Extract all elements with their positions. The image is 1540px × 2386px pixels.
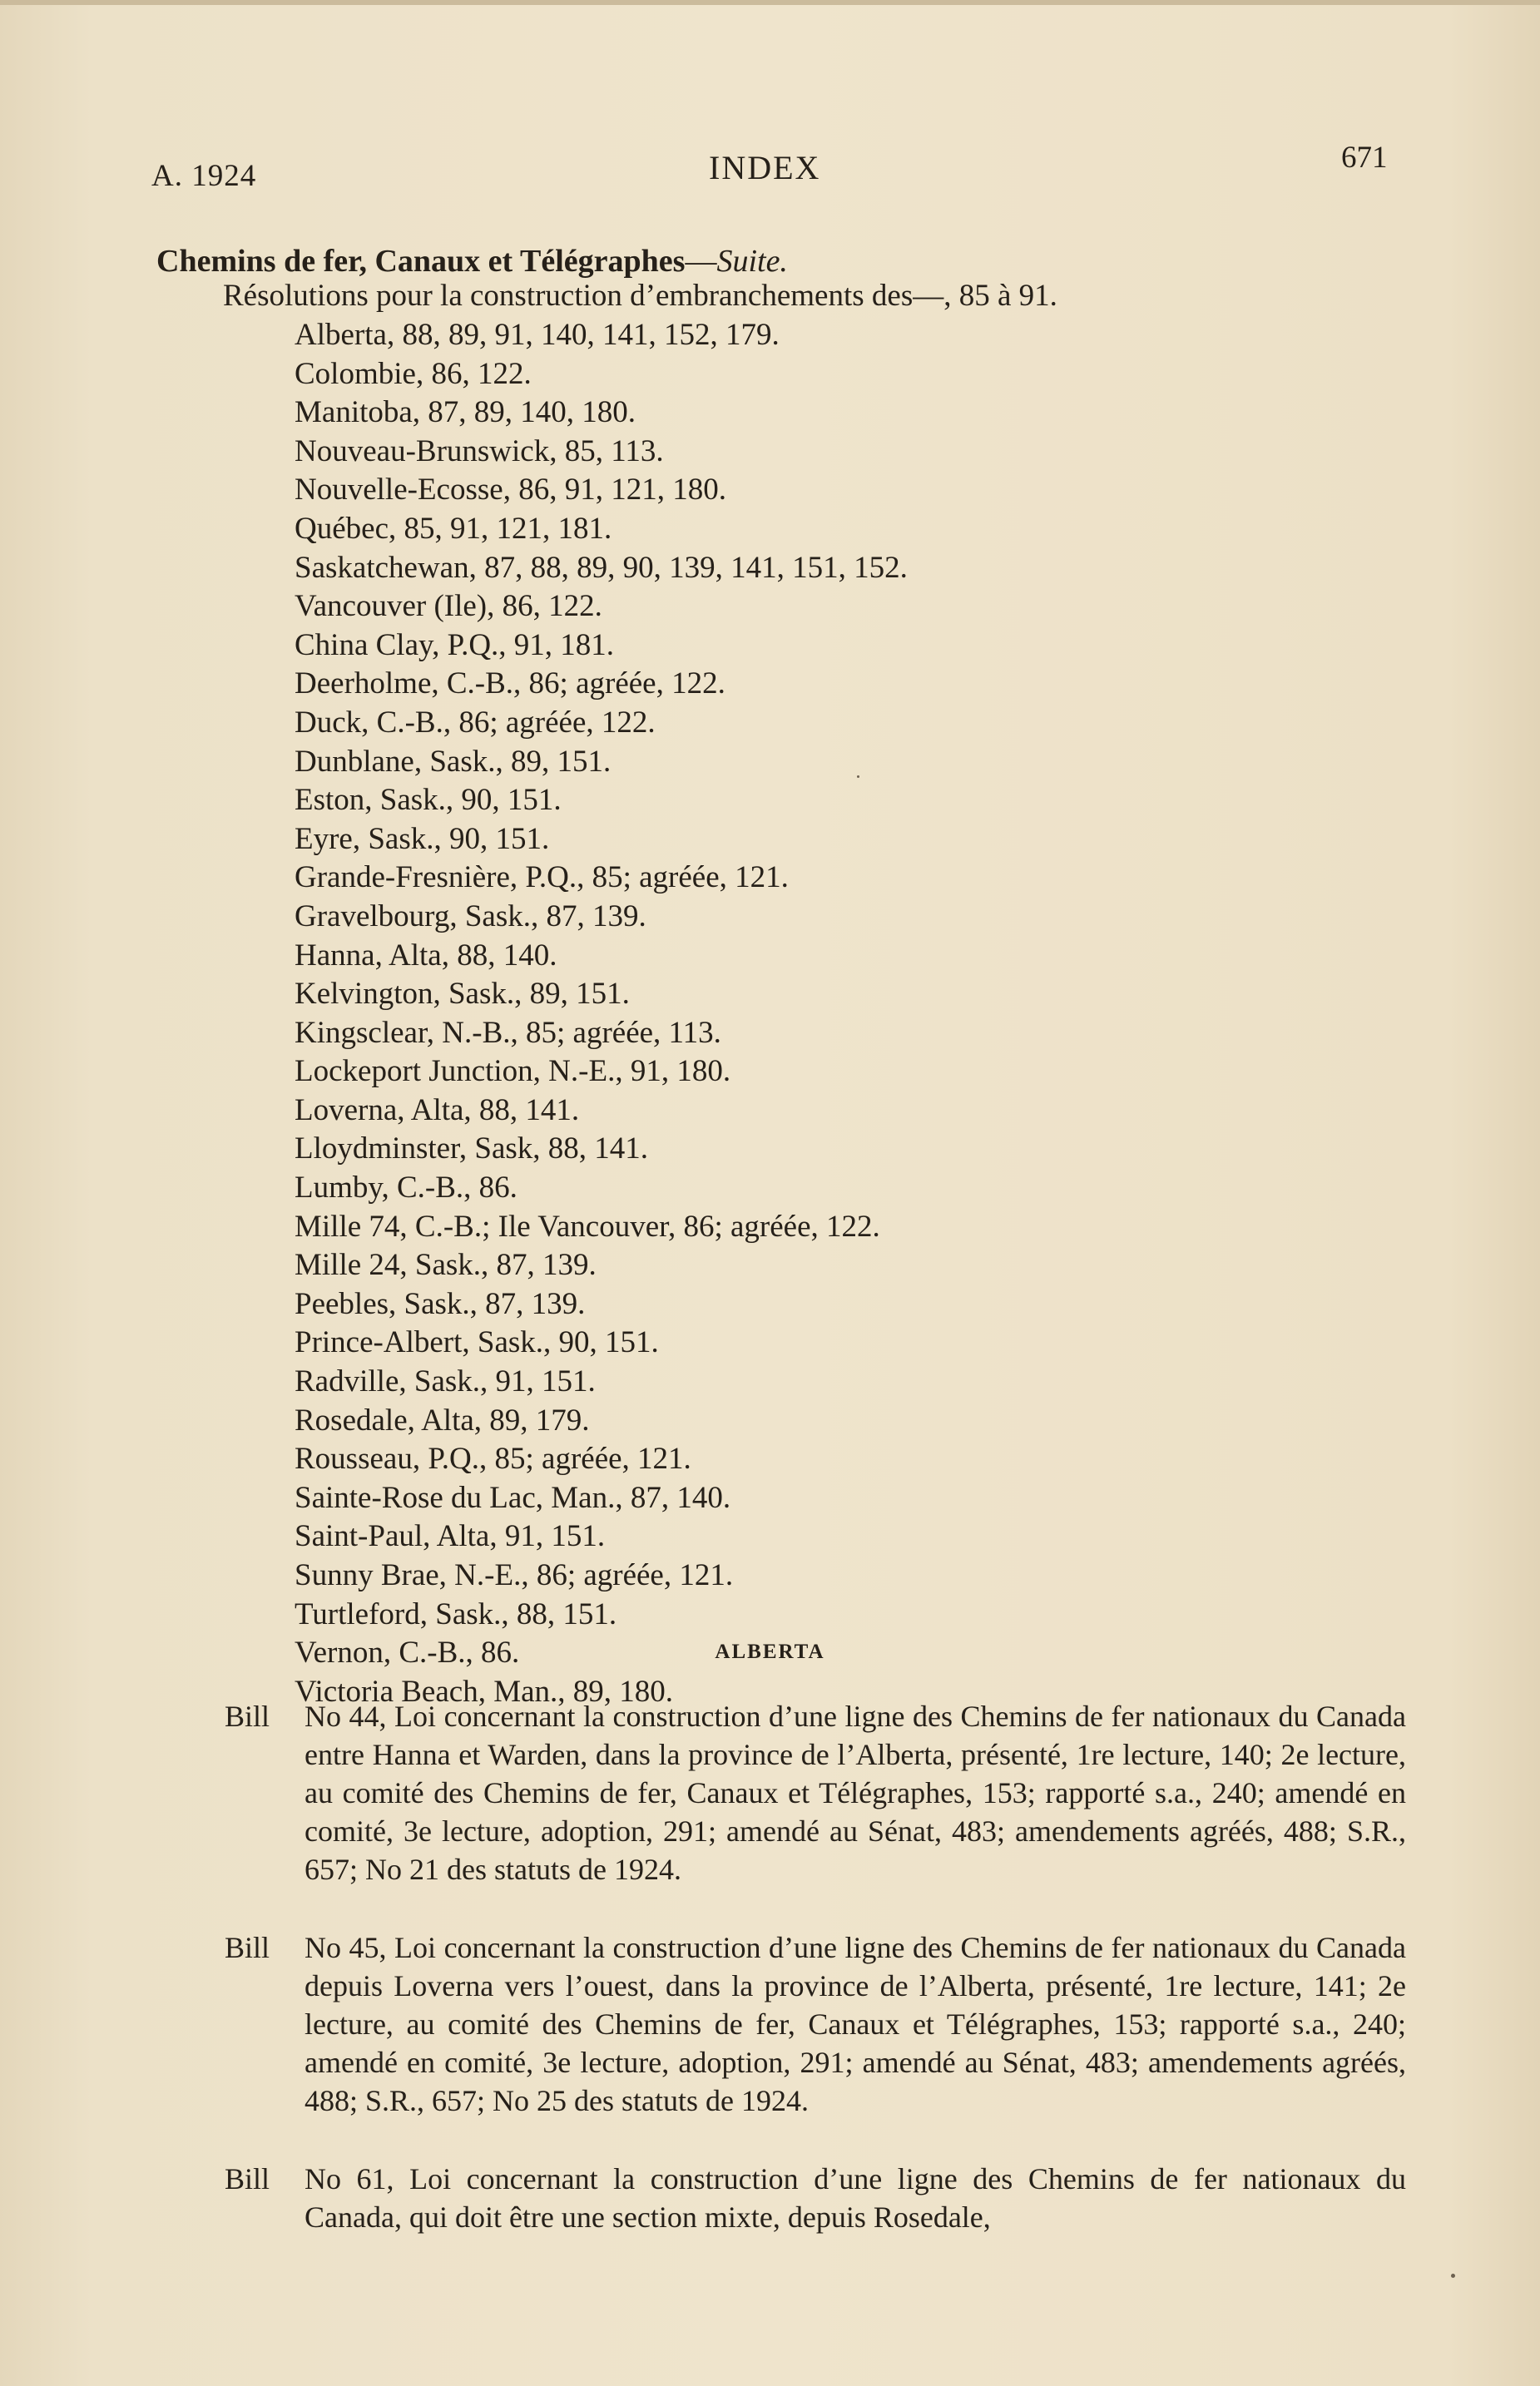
index-heading bbox=[156, 243, 788, 280]
index-entry: Eston, Sask., 90, 151. bbox=[295, 783, 562, 818]
index-entry: Colombie, 86, 122. bbox=[295, 356, 532, 391]
bill-text: No 44, Loi concernant la construction d’une ligne des Chemins de fer nationaux du Canada entre Hanna et Warden, dans la province de l’Alberta, présenté, 1re lecture, 140; 2e lecture, au comité des Chemins de fer, Canaux et Télégraphes, 153; rapporté s.a., 240; amendé en comité, 3e lecture, adoption, 291; amendé au Sénat, 483; amendements agréés, 488; S.R., 657; No 21 des statuts de 1924. bbox=[305, 1700, 1406, 1886]
index-entry: Rousseau, P.Q., 85; agréée, 121. bbox=[295, 1442, 691, 1477]
index-entry: Vernon, C.-B., 86. bbox=[295, 1636, 520, 1671]
index-entry: Saskatchewan, 87, 88, 89, 90, 139, 141, 151, 152. bbox=[295, 550, 908, 585]
index-entry: Loverna, Alta, 88, 141. bbox=[295, 1092, 580, 1127]
index-entry: Manitoba, 87, 89, 140, 180. bbox=[295, 395, 636, 430]
index-entry: Lumby, C.-B., 86. bbox=[295, 1171, 517, 1205]
index-entry: Nouveau-Brunswick, 85, 113. bbox=[295, 433, 664, 468]
index-entry: Saint-Paul, Alta, 91, 151. bbox=[295, 1519, 606, 1554]
bill-text: No 45, Loi concernant la construction d’une ligne des Chemins de fer nationaux du Canada depuis Loverna vers l’ouest, dans la province de l’Alberta, présenté, 1re lecture, 141; 2e lecture, au comité des Chemins de fer, Canaux et Télégraphes, 153; rapporté s.a., 240; amendé en comité, 3e lecture, adoption, 291; amendé au Sénat, 483; amendements agréés, 488; S.R., 657; No 25 des statuts de 1924. bbox=[305, 1931, 1406, 2117]
bill-label: Bill bbox=[225, 2162, 270, 2195]
index-entry: Turtleford, Sask., 88, 151. bbox=[295, 1596, 617, 1631]
index-entry: Mille 74, C.-B.; Ile Vancouver, 86; agréée, 122. bbox=[295, 1209, 880, 1244]
index-entry: Eyre, Sask., 90, 151. bbox=[295, 821, 550, 856]
index-entry: Prince-Albert, Sask., 90, 151. bbox=[295, 1325, 659, 1360]
bill-entry bbox=[225, 1697, 1406, 1889]
heading-continued: Suite. bbox=[716, 244, 788, 279]
bill-text: No 61, Loi concernant la construction d’une ligne des Chemins de fer nationaux du Canada, qui doit être une section mixte, depuis Rosedale, bbox=[305, 2162, 1406, 2234]
index-entry: Grande-Fresnière, P.Q., 85; agréée, 121. bbox=[295, 860, 789, 895]
index-entry: China Clay, P.Q., 91, 181. bbox=[295, 627, 615, 662]
index-entry: Peebles, Sask., 87, 139. bbox=[295, 1286, 586, 1321]
index-entry: Kingsclear, N.-B., 85; agréée, 113. bbox=[295, 1015, 721, 1050]
page-header bbox=[0, 140, 1540, 193]
index-entry: Vancouver (Ile), 86, 122. bbox=[295, 589, 602, 624]
bill-entry bbox=[225, 1928, 1406, 2120]
section-title: ALBERTA bbox=[715, 1641, 825, 1663]
index-entry: Hanna, Alta, 88, 140. bbox=[295, 938, 557, 973]
index-entry: Sainte-Rose du Lac, Man., 87, 140. bbox=[295, 1480, 731, 1515]
entry-list bbox=[295, 316, 908, 1711]
index-entry: Kelvington, Sask., 89, 151. bbox=[295, 977, 630, 1012]
bill-label: Bill bbox=[225, 1700, 270, 1733]
index-entry: Radville, Sask., 91, 151. bbox=[295, 1364, 596, 1399]
index-entry: Rosedale, Alta, 89, 179. bbox=[295, 1403, 590, 1438]
page-edge-line bbox=[0, 0, 1540, 5]
header-title: INDEX bbox=[709, 149, 821, 186]
page-number: 671 bbox=[1341, 141, 1388, 175]
index-entry: Deerholme, C.-B., 86; agréée, 122. bbox=[295, 666, 725, 701]
bill-label: Bill bbox=[225, 1931, 270, 1964]
index-entry: Lockeport Junction, N.-E., 91, 180. bbox=[295, 1054, 731, 1089]
index-entry: Victoria Beach, Man., 89, 180. bbox=[295, 1674, 674, 1709]
index-entry: Mille 24, Sask., 87, 139. bbox=[295, 1248, 597, 1283]
ink-speck bbox=[857, 775, 859, 778]
index-entry: Lloydminster, Sask, 88, 141. bbox=[295, 1131, 649, 1166]
index-subheading: Résolutions pour la construction d’embranchements des—, 85 à 91. bbox=[223, 279, 1057, 313]
heading-dash: — bbox=[685, 244, 717, 279]
index-entry: Duck, C.-B., 86; agréée, 122. bbox=[295, 705, 656, 740]
ink-speck bbox=[1451, 2274, 1455, 2278]
index-entry: Nouvelle-Ecosse, 86, 91, 121, 180. bbox=[295, 473, 726, 507]
header-year: A. 1924 bbox=[151, 159, 257, 193]
index-entry: Québec, 85, 91, 121, 181. bbox=[295, 511, 612, 546]
heading-main: Chemins de fer, Canaux et Télégraphes bbox=[156, 244, 686, 279]
bill-entry bbox=[225, 2160, 1406, 2236]
index-entry: Alberta, 88, 89, 91, 140, 141, 152, 179. bbox=[295, 318, 780, 352]
index-entry: Sunny Brae, N.-E., 86; agréée, 121. bbox=[295, 1558, 734, 1592]
index-entry: Dunblane, Sask., 89, 151. bbox=[295, 744, 612, 779]
index-entry: Gravelbourg, Sask., 87, 139. bbox=[295, 898, 646, 933]
